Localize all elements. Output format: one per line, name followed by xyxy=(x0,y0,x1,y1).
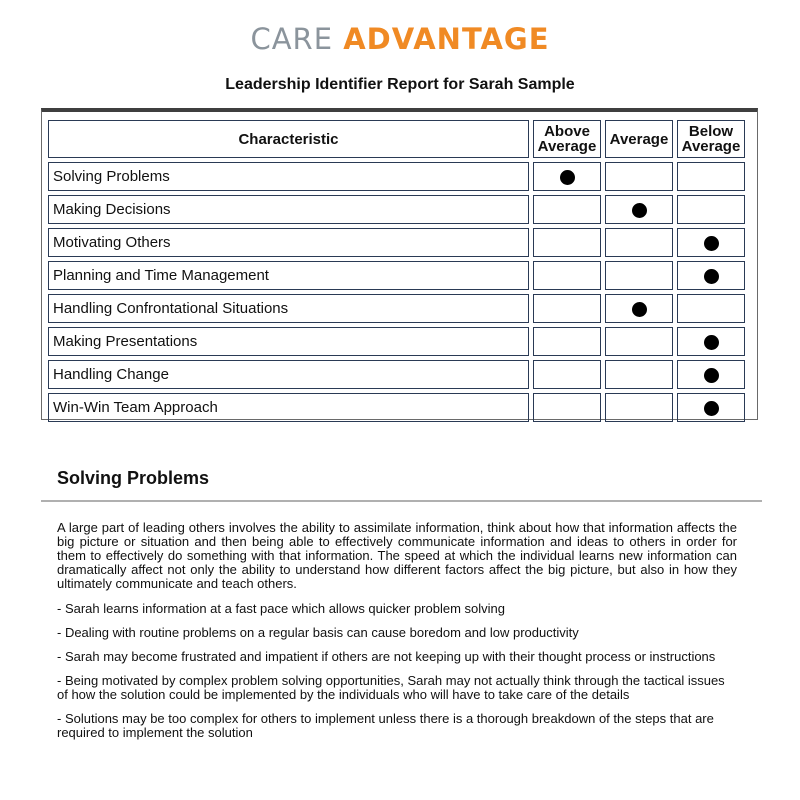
characteristic-name: Handling Change xyxy=(48,360,529,389)
table-row xyxy=(48,360,745,389)
rating-cell-below xyxy=(677,162,745,191)
logo-care-text: CARE xyxy=(250,22,334,56)
table-row xyxy=(48,162,745,191)
rating-dot-icon xyxy=(560,170,575,185)
rating-cell-above xyxy=(533,327,601,356)
rating-cell-below xyxy=(677,228,745,257)
rating-dot-icon xyxy=(704,368,719,383)
characteristic-name: Making Presentations xyxy=(48,327,529,356)
rating-cell-above xyxy=(533,228,601,257)
section-intro: A large part of leading others involves the ability to assimilate information, think about how that information affects the big picture or situation and then being able to effectively communicate information and ideas to others in order for them to effectively do something with that information. The speed at which the individual learns new information can dramatically affect not only the ability to understand how different factors affect the big picture, but also in how they ultimately communicate and teach others. xyxy=(57,520,737,591)
table-row xyxy=(48,294,745,323)
rating-cell-above xyxy=(533,195,601,224)
header-average: Average xyxy=(605,120,673,158)
rating-dot-icon xyxy=(704,335,719,350)
header-characteristic: Characteristic xyxy=(48,120,529,158)
table-row xyxy=(48,393,745,422)
bullet-item: - Sarah learns information at a fast pace which allows quicker problem solving xyxy=(57,601,505,616)
rating-cell-average xyxy=(605,327,673,356)
rating-cell-above xyxy=(533,162,601,191)
rating-cell-average xyxy=(605,195,673,224)
characteristics-table xyxy=(44,116,749,426)
characteristic-name: Handling Confrontational Situations xyxy=(48,294,529,323)
rating-cell-above xyxy=(533,261,601,290)
bullet-item: - Dealing with routine problems on a regular basis can cause boredom and low productivity xyxy=(57,625,579,640)
care-advantage-logo xyxy=(0,22,800,56)
rating-cell-below xyxy=(677,327,745,356)
section-divider xyxy=(41,500,762,502)
header-below-line2: Average xyxy=(681,138,741,155)
rating-dot-icon xyxy=(704,401,719,416)
header-above-line2: Average xyxy=(537,138,597,155)
section-title: Solving Problems xyxy=(57,468,210,488)
rating-cell-average xyxy=(605,294,673,323)
rating-dot-icon xyxy=(704,269,719,284)
rating-cell-below xyxy=(677,294,745,323)
characteristic-name: Solving Problems xyxy=(48,162,529,191)
header-above-line1: Above xyxy=(544,123,590,140)
characteristic-name: Making Decisions xyxy=(48,195,529,224)
header-above-average xyxy=(533,120,601,158)
characteristic-name: Motivating Others xyxy=(48,228,529,257)
rating-cell-average xyxy=(605,228,673,257)
rating-cell-below xyxy=(677,195,745,224)
table-header-row xyxy=(48,120,745,158)
rating-cell-below xyxy=(677,261,745,290)
table-row xyxy=(48,261,745,290)
report-title: Leadership Identifier Report for Sarah Sample xyxy=(225,76,575,93)
rating-cell-below xyxy=(677,393,745,422)
rating-dot-icon xyxy=(632,302,647,317)
header-below-average xyxy=(677,120,745,158)
characteristic-name: Win-Win Team Approach xyxy=(48,393,529,422)
characteristic-name: Planning and Time Management xyxy=(48,261,529,290)
rating-cell-average xyxy=(605,393,673,422)
rating-cell-above xyxy=(533,393,601,422)
header-below-line1: Below xyxy=(688,123,734,140)
rating-cell-above xyxy=(533,360,601,389)
table-row xyxy=(48,228,745,257)
rating-cell-below xyxy=(677,360,745,389)
rating-cell-average xyxy=(605,261,673,290)
rating-dot-icon xyxy=(632,203,647,218)
section-body xyxy=(57,521,737,750)
rating-dot-icon xyxy=(704,236,719,251)
bullet-item: - Solutions may be too complex for others to implement unless there is a thorough breakdown of the steps that are required to implement the solution xyxy=(57,711,714,740)
logo-advantage-text: ADVANTAGE xyxy=(343,22,550,56)
rating-cell-above xyxy=(533,294,601,323)
rating-cell-average xyxy=(605,360,673,389)
table-row xyxy=(48,327,745,356)
table-row xyxy=(48,195,745,224)
bullet-item: - Being motivated by complex problem solving opportunities, Sarah may not actually think through the tactical issues of how the solution could be implemented by the individuals who will have to take care of the details xyxy=(57,673,725,702)
rating-cell-average xyxy=(605,162,673,191)
bullet-item: - Sarah may become frustrated and impatient if others are not keeping up with their thought process or instructions xyxy=(57,649,716,664)
bullet-list xyxy=(57,602,737,740)
